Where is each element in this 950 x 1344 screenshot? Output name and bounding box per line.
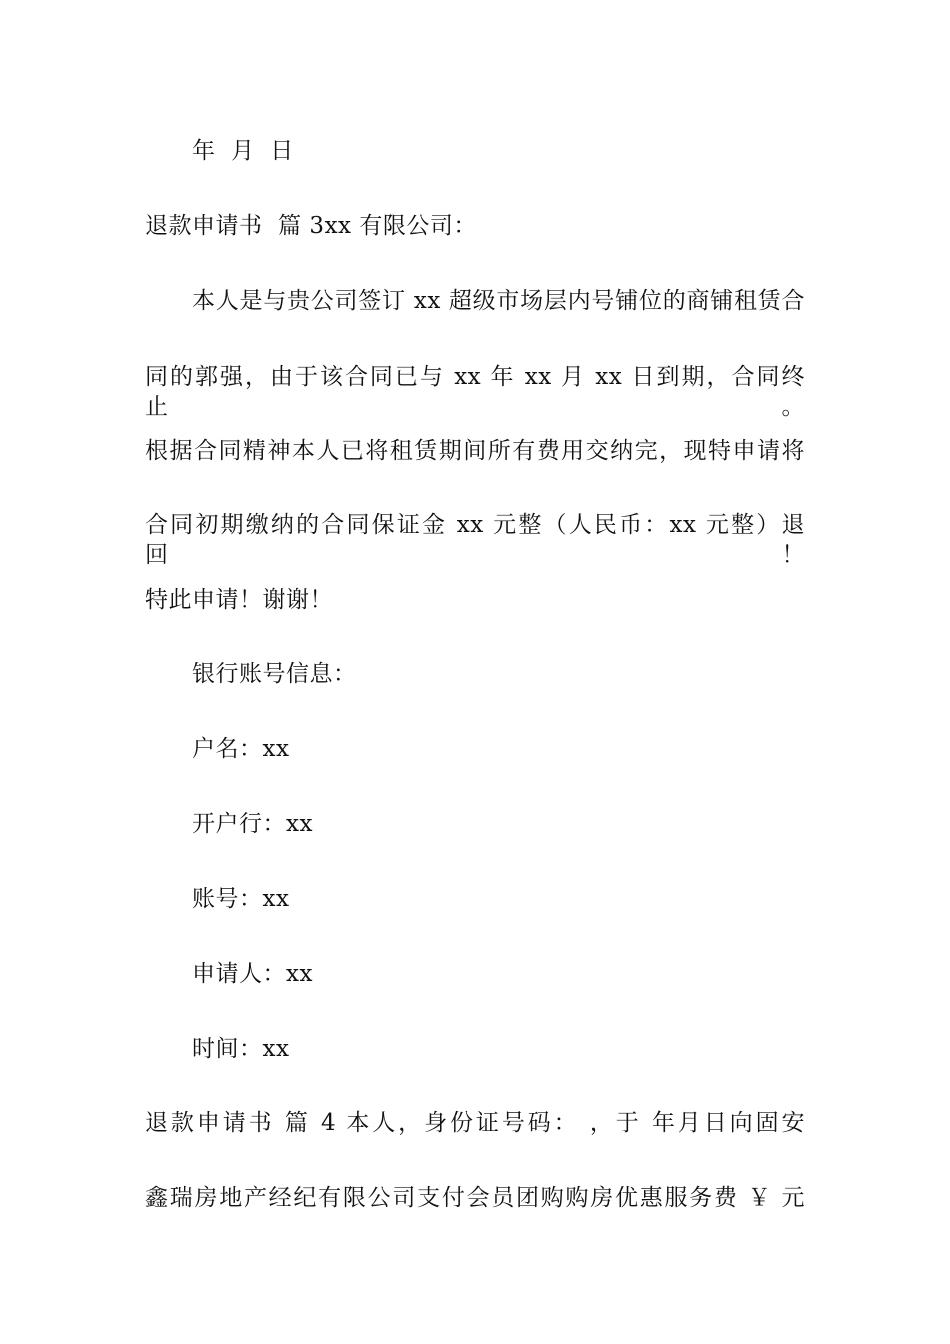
section3-para1-line1: 本人是与贵公司签订 xx 超级市场层内号铺位的商铺租赁合 bbox=[192, 288, 805, 314]
bank-info-label: 银行账号信息： bbox=[192, 661, 357, 687]
section3-para1-line4: 合同初期缴纳的合同保证金 xx 元整（人民币：xx 元整）退回！ bbox=[145, 512, 805, 568]
section3-para1-line2: 同的郭强，由于该合同已与 xx 年 xx 月 xx 日到期，合同终止。 bbox=[145, 364, 805, 420]
section4-line2: 鑫瑞房地产经纪有限公司支付会员团购购房优惠服务费 ￥ 元 bbox=[145, 1185, 805, 1211]
section4-line1: 退款申请书 篇 4 本人，身份证号码： ，于 年月日向固安 bbox=[145, 1110, 805, 1136]
opening-bank: 开户行：xx bbox=[192, 811, 313, 837]
section3-para1-line3: 根据合同精神本人已将租赁期间所有费用交纳完，现特申请将 bbox=[145, 438, 805, 464]
applicant: 申请人：xx bbox=[192, 961, 313, 987]
time-line: 时间：xx bbox=[192, 1036, 290, 1062]
date-line: 年 月 日 bbox=[192, 138, 294, 164]
account-name: 户名：xx bbox=[192, 736, 290, 762]
section3-para1-line5: 特此申请！谢谢！ bbox=[145, 587, 333, 613]
account-number: 账号：xx bbox=[192, 886, 290, 912]
section3-heading: 退款申请书 篇 3xx 有限公司： bbox=[145, 213, 477, 239]
